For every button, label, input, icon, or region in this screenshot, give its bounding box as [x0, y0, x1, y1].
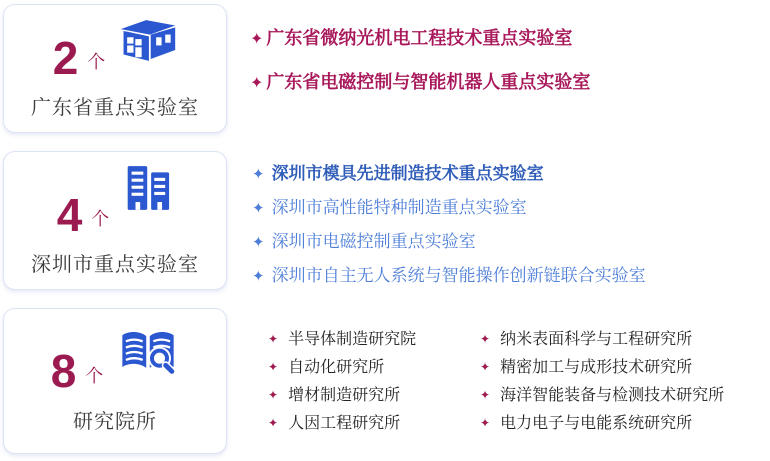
list-item — [480, 382, 724, 410]
list-item — [268, 410, 480, 438]
institutes-list — [268, 326, 724, 438]
list-item — [480, 410, 724, 438]
star-bullet-icon: ✦ — [480, 360, 491, 374]
star-bullet-icon: ✦ — [268, 360, 279, 374]
star-bullet-icon: ✦ — [480, 388, 491, 402]
book-search-icon — [117, 329, 179, 375]
office-buildings-icon — [123, 164, 173, 212]
count-row — [50, 329, 180, 398]
lab-name[interactable]: 深圳市自主无人系统与智能操作创新链联合实验室 — [271, 266, 646, 285]
card-label: 深圳市重点实验室 — [31, 254, 199, 276]
star-bullet-icon: ✦ — [252, 268, 265, 285]
star-bullet-icon: ✦ — [250, 31, 264, 48]
institute-name: 海洋智能装备与检测技术研究所 — [500, 387, 725, 404]
guangdong-labs-list — [250, 26, 590, 114]
count-unit: 个 — [85, 365, 104, 386]
list-item — [252, 198, 646, 219]
count-value: 4 — [56, 188, 83, 241]
star-bullet-icon: ✦ — [250, 75, 264, 92]
count-value: 2 — [52, 31, 79, 84]
card-label: 研究院所 — [73, 410, 157, 433]
institute-name: 半导体制造研究院 — [288, 331, 417, 348]
lab-name[interactable]: 深圳市电磁控制重点实验室 — [271, 232, 476, 251]
star-bullet-icon: ✦ — [252, 200, 265, 217]
lab-name[interactable]: 深圳市模具先进制造技术重点实验室 — [271, 164, 544, 183]
count-unit: 个 — [87, 52, 106, 72]
count-value: 8 — [50, 345, 77, 398]
card-research-institutes — [3, 308, 227, 454]
star-bullet-icon: ✦ — [480, 416, 491, 430]
list-item — [252, 164, 646, 185]
list-item — [252, 232, 646, 253]
card-label: 广东省重点实验室 — [31, 97, 199, 119]
list-item — [268, 326, 480, 354]
card-guangdong-key-labs — [3, 4, 227, 133]
count-unit: 个 — [91, 209, 110, 229]
star-bullet-icon: ✦ — [480, 332, 491, 346]
star-bullet-icon: ✦ — [268, 388, 279, 402]
lab-name[interactable]: 广东省电磁控制与智能机器人重点实验室 — [266, 72, 591, 92]
lab-name[interactable]: 深圳市高性能特种制造重点实验室 — [271, 198, 527, 217]
institute-name: 精密加工与成形技术研究所 — [500, 359, 693, 376]
list-item — [252, 266, 646, 287]
list-item — [250, 26, 590, 52]
star-bullet-icon: ✦ — [252, 234, 265, 251]
factory-building-icon — [119, 17, 177, 63]
institutes-column-2 — [480, 326, 724, 438]
institutes-column-1 — [268, 326, 480, 438]
institute-name: 增材制造研究所 — [288, 387, 401, 404]
shenzhen-labs-list — [252, 164, 646, 300]
list-item — [268, 354, 480, 382]
count-row — [52, 17, 178, 84]
list-item — [268, 382, 480, 410]
star-bullet-icon: ✦ — [268, 332, 279, 346]
star-bullet-icon: ✦ — [268, 416, 279, 430]
institute-name: 电力电子与电能系统研究所 — [500, 415, 693, 432]
list-item — [480, 354, 724, 382]
institute-name: 人因工程研究所 — [288, 415, 401, 432]
card-shenzhen-key-labs — [3, 151, 227, 290]
star-bullet-icon: ✦ — [252, 166, 265, 183]
list-item — [480, 326, 724, 354]
count-row — [56, 164, 174, 241]
institute-name: 自动化研究所 — [288, 359, 385, 376]
list-item — [250, 70, 590, 96]
lab-name[interactable]: 广东省微纳光机电工程技术重点实验室 — [266, 28, 573, 48]
institute-name: 纳米表面科学与工程研究所 — [500, 331, 693, 348]
